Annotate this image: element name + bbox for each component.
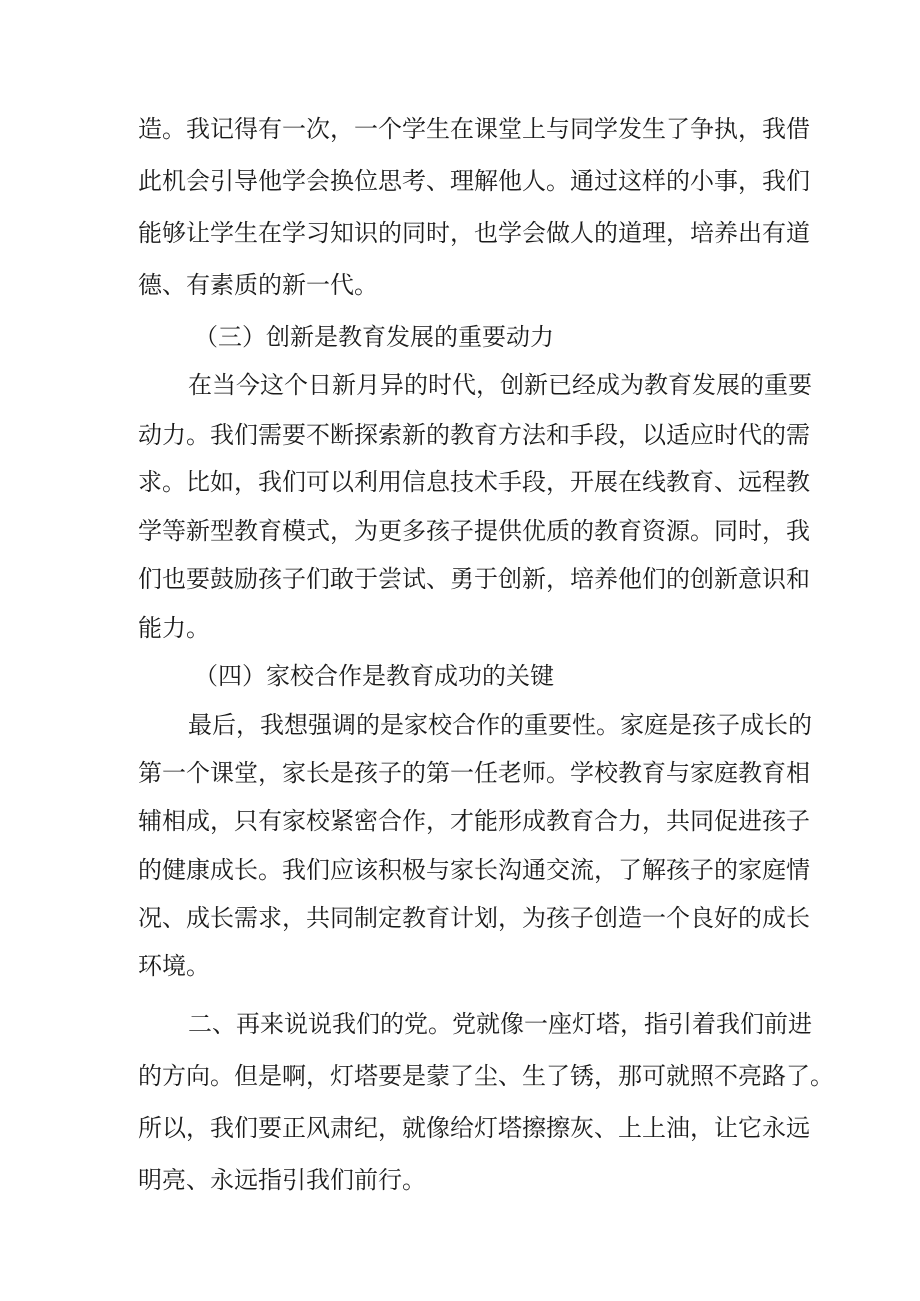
- paragraph-line: 能够让学生在学习知识的同时，也学会做人的道理，培养出有道: [138, 219, 810, 247]
- paragraph-line: 最后，我想强调的是家校合作的重要性。家庭是孩子成长的: [188, 711, 812, 739]
- paragraph-line: 造。我记得有一次，一个学生在课堂上与同学发生了争执，我借: [138, 115, 810, 143]
- paragraph-line: 学等新型教育模式，为更多孩子提供优质的教育资源。同时，我: [138, 517, 810, 545]
- paragraph-line: 二、再来说说我们的党。党就像一座灯塔，指引着我们前进: [188, 1010, 812, 1038]
- paragraph-line: 的方向。但是啊，灯塔要是蒙了尘、生了锈，那可就照不亮路了。: [138, 1062, 834, 1090]
- paragraph-line: 环境。: [138, 952, 210, 980]
- paragraph-line: 们也要鼓励孩子们敢于尝试、勇于创新，培养他们的创新意识和: [138, 565, 810, 593]
- paragraph-line: 所以，我们要正风肃纪，就像给灯塔擦擦灰、上上油，让它永远: [138, 1114, 810, 1142]
- paragraph-line: 求。比如，我们可以利用信息技术手段，开展在线教育、远程教: [138, 468, 810, 496]
- paragraph-line: 此机会引导他学会换位思考、理解他人。通过这样的小事，我们: [138, 167, 810, 195]
- paragraph-line: 动力。我们需要不断探索新的教育方法和手段，以适应时代的需: [138, 421, 810, 449]
- paragraph-line: 辅相成，只有家校紧密合作，才能形成教育合力，共同促进孩子: [138, 807, 810, 835]
- paragraph-line: 况、成长需求，共同制定教育计划，为孩子创造一个良好的成长: [138, 904, 810, 932]
- paragraph-line: 第一个课堂，家长是孩子的第一任老师。学校教育与家庭教育相: [138, 759, 810, 787]
- section-heading-4: （四）家校合作是教育成功的关键: [194, 662, 554, 690]
- paragraph-line: 能力。: [138, 614, 210, 642]
- paragraph-line: 德、有素质的新一代。: [138, 271, 378, 299]
- paragraph-line: 的健康成长。我们应该积极与家长沟通交流，了解孩子的家庭情: [138, 856, 810, 884]
- section-heading-3: （三）创新是教育发展的重要动力: [194, 323, 554, 351]
- paragraph-line: 明亮、永远指引我们前行。: [138, 1166, 426, 1194]
- paragraph-line: 在当今这个日新月异的时代，创新已经成为教育发展的重要: [188, 371, 812, 399]
